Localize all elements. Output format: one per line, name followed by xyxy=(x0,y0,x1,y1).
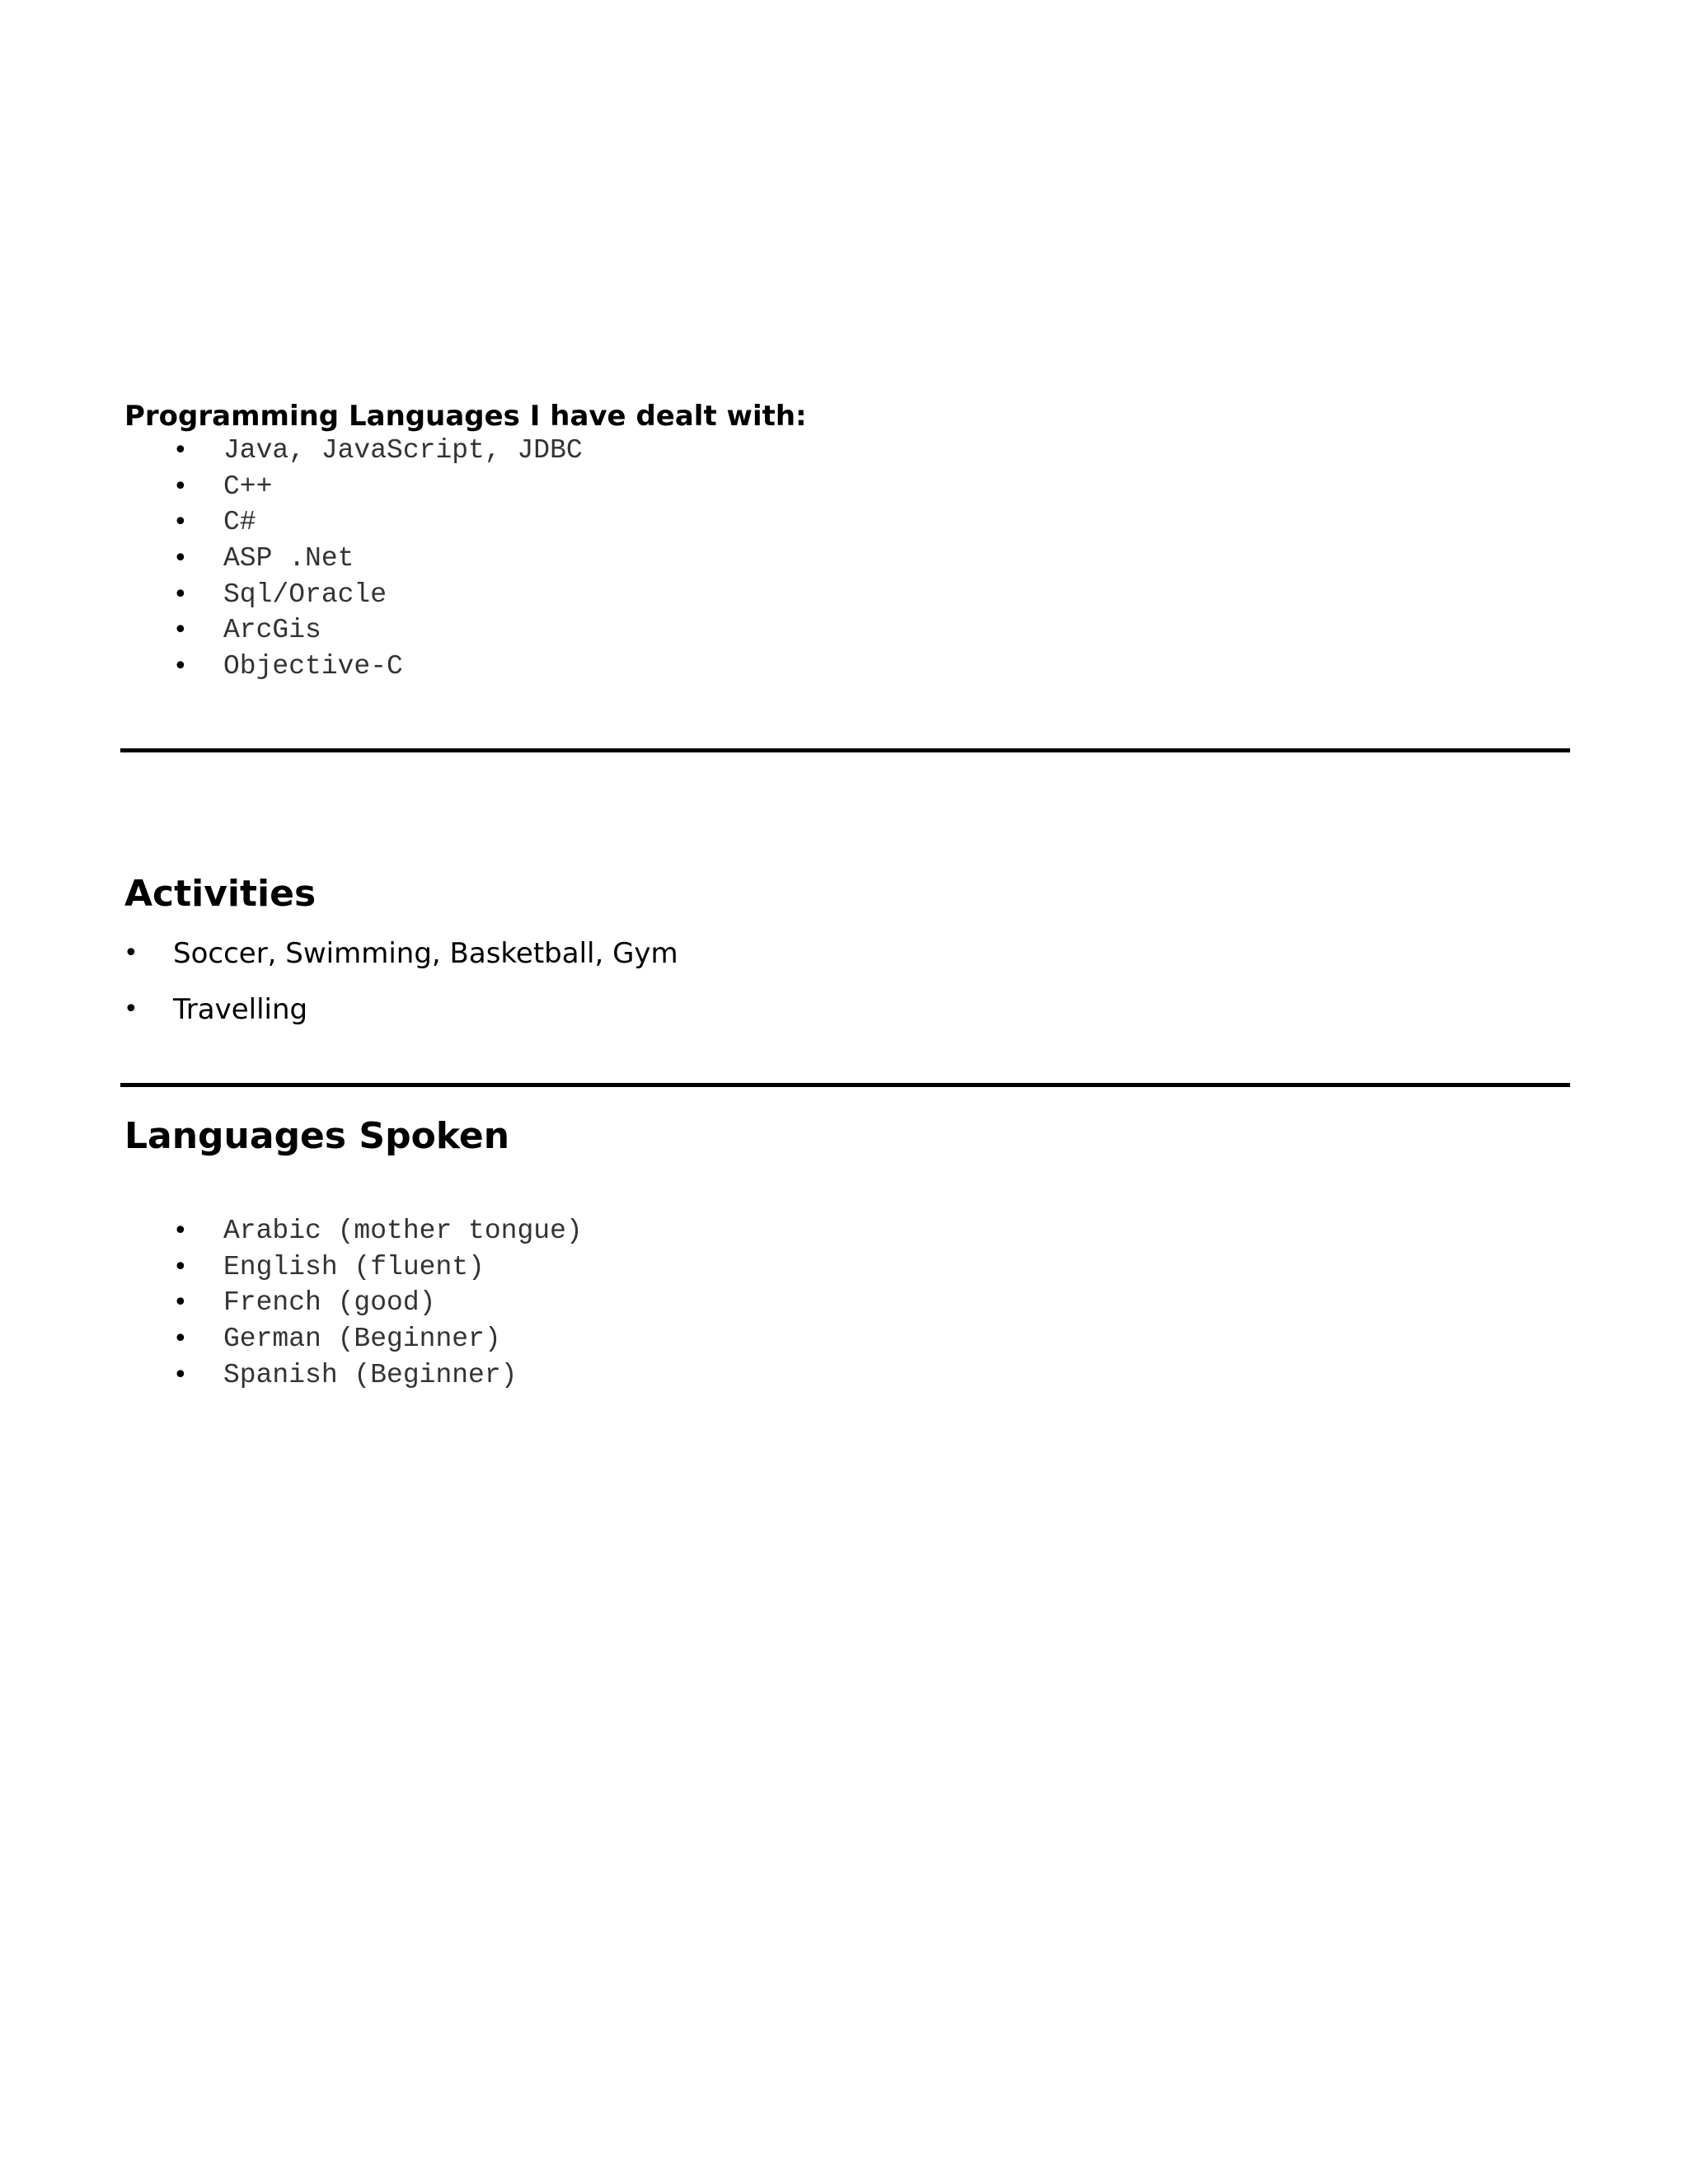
bullet-icon: • xyxy=(124,995,138,1024)
section-divider xyxy=(120,1083,1570,1087)
programming-language: ArcGis xyxy=(223,615,321,646)
bullet-icon: • xyxy=(173,1216,188,1245)
activity: Travelling xyxy=(173,993,308,1026)
programming-language: C++ xyxy=(223,471,273,502)
spoken-language: German (Beginner) xyxy=(223,1324,501,1355)
bullet-icon: • xyxy=(124,939,138,968)
bullet-icon: • xyxy=(173,1252,188,1282)
bullet-icon: • xyxy=(173,544,188,574)
languages-spoken-title: Languages Spoken xyxy=(124,1115,510,1157)
bullet-icon: • xyxy=(173,471,188,501)
programming-language: Objective-C xyxy=(223,651,403,682)
bullet-icon: • xyxy=(173,436,188,465)
bullet-icon: • xyxy=(173,508,188,537)
spoken-language: Spanish (Beginner) xyxy=(223,1359,518,1390)
bullet-icon: • xyxy=(173,1360,188,1390)
bullet-icon: • xyxy=(173,1324,188,1354)
programming-language: Sql/Oracle xyxy=(223,579,387,610)
bullet-icon: • xyxy=(173,1288,188,1318)
programming-languages-heading: Programming Languages I have dealt with: xyxy=(124,400,807,433)
bullet-icon: • xyxy=(173,579,188,609)
bullet-icon: • xyxy=(173,616,188,645)
spoken-language: French (good) xyxy=(223,1287,436,1319)
activity: Soccer, Swimming, Basketball, Gym xyxy=(173,937,678,970)
section-divider xyxy=(120,748,1570,752)
spoken-language: English (fluent) xyxy=(223,1251,485,1282)
programming-language: Java, JavaScript, JDBC xyxy=(223,435,583,466)
bullet-icon: • xyxy=(173,652,188,682)
programming-language: C# xyxy=(223,507,256,538)
programming-language: ASP .Net xyxy=(223,543,354,574)
activities-title: Activities xyxy=(124,873,316,915)
spoken-language: Arabic (mother tongue) xyxy=(223,1216,583,1246)
